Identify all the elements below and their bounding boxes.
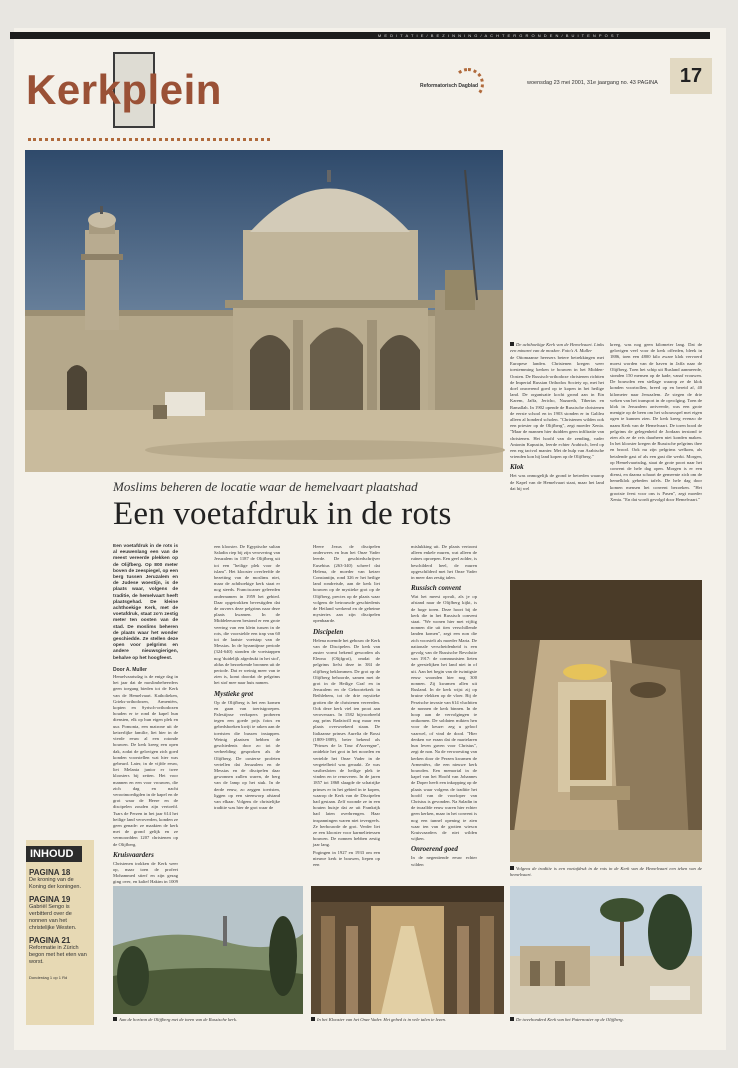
- article-body-text: Het was onmogelijk de grond te betreden waarop de Kapel van de Hemelvaart staat, maar het land dat hij wel: [510, 473, 604, 491]
- article-subhead: Mystieke grot: [214, 689, 254, 698]
- article-body-text: Heere Jezus de discipelen onderwees en hun het Onze Vader leerde. De geschiedschrijver Eusebius (263-340) schreef dat Helena, de moeder van keizer Constantijn, rond 326 er het heilige land rondreisde, aan de kerk liet bouwen op de mystieke grot op de Olijfberg, precies op de plaats waar volgens de betrouwde geschiedenis de Heiland werkend en de geheime mysteries aan zijn discipelen openbaarde.: [313, 544, 380, 624]
- photo-caption: De achthoekige Kerk van de Hemelvaart. Links een minaret van de moskee. Foto's A. Muller: [510, 342, 604, 353]
- contents-page-link[interactable]: PAGINA 18: [29, 868, 71, 877]
- paper-name: Reformatorisch Dagblad: [420, 83, 479, 89]
- contents-item-text: De kroning van de Koning der koningen.: [29, 877, 81, 890]
- article-body-text: Hemelvaartsdag is de enige dag in het jaar dat de moslimbeheerders geen toegang bieden tot de Kerk van de Hemelvaart. Katholieken, Grieks-orthodoxen, Armeniërs, kopten en Syrisch-orthodoxen houden er te rond de kapel hun diensten, elk op hun eigen plek en uur. Pomonia, een matrone uit de keizerlijke familie, liet hier in de vierde eeuw al een rotonde bouwen. De kerk kreeg een open dak, zodat de gelovigen zich goed konden voorstellen wat hier was gebeurd. Later, in de vijfde eeuw, liet Melania junior er twee kloosters bij zetten. Het voor mannen en een voor vrouwen, die zich dag en nacht verootmoedigden in de kapel en de grot waar de Heere en de discipelen zouden zijn vertoefd. Tsars de Perzen in het jaar 614 het heilige land veroverden, konden ze geen genade: ze maakten de kerk met de grond gelijk en ze vermoordden 1207 christenen op de Olijfberg.: [113, 674, 178, 847]
- bullet-icon: [510, 342, 514, 346]
- article-body-text: mislukking uit. De plaats vertoont alleen enkele muren, wat alleen de ruïnes oproepen. Een geel zolder, is beschilderd heel, de muren opgeschilderd met het Onze Vader in meer dan zestig talen.: [411, 544, 477, 581]
- contents-page-link[interactable]: PAGINA 21: [29, 936, 71, 945]
- right-photo-caption: Volgens de traditie is een voetafdruk in de rots in de Kerk van de Hemelvaart een teken van de hemelvaart.: [510, 866, 702, 877]
- main-photo-chapel: [25, 150, 503, 472]
- article-kicker: Moslims beheren de locatie waar de hemelvaart plaatshad: [113, 479, 418, 494]
- contents-box: [26, 840, 94, 1025]
- article-body-text: kreeg, was nog geen kilometer lang. Dat de gelovigen veel voor de kerk offerden, bleek in 1886, toen een 4800 kilo zware klok vervoerd moest worden van de haven in Jaffa naar de Olijfberg. Toen het schip uit Rusland aanmeerde, stonden 150 mensen op de kade, vanaf vrouwen. De bouwden een stellage waarop ze de klok konden voortrollen, breed op en bereid af, 40 kilometer naar Jeruzalem. Ze stegen de drie weken van het transport in de opvolging. Toen de klok in Jeruzalem arriveerde, was een grote menigte op de been om het schouwspel met eigen ogen te kunnen zien. De kerk kreeg evenzo de naam Kerk van de Hemelvaart. De toren bood de pelgrims de gelegenheid de Jordaan terstond te zien als ze de reis daarheen niet konden maken. In het klooster kregen de Russische pelgrims thee en brood. Ook nu zijn pelgrims welkom, als betalende gast of als een gast die werkt. Morgen, op Hemelvaartsdag, staat de grote poort naar het convent de hele dag open. Morgen is er een dienst, en daarna schaart de gemeente zich om de hemelklok gebeden tafels. De hele dag door komen mensen het convent bezoeken. "Het grootste feest voor ons is Pasen", zegt moeder Xenia. "En dat wordt gevolgd door Hemelvaart.": [610, 342, 702, 503]
- article-body-text: Helena noemde het gebouw de Kerk van de Discipelen. De kerk van zuster vormt bekend geworden als Eleona (Olijfgrot), omdat de pelgrims liefst deze in 384 de olijfberg beklommen. De grot op de Olijfberg behoorde, samen met de grot in de Heilige Graf en in Jeruzalem en de Geboortekerk in Bethlehem, tot de drie mystieke grotten die de christenen vereerden. Ook deze kerk viel ten prooi aan veroveraars. In 1582 bijvoorbeeld zag prins Radziwill nog maar een plaats overwoekerd staan. De Italiaanse prinses Aurelia de Bossi (1809-1889), beter bekend als "Prinses de la Tour d'Auvergne", ontdekte het grot in het noorden en vertelde het Onze Vader in de vergetelheid was geraakt. Ze was vastbesloten de heilige plek te vinden en te renoveren. In de jaren 1857 tot 1868 slaagde de schatrijke prinses er in het gebied in te kopen, waarop de Kerk van de Discipelen had gestaan. Zelf woonde ze in een houten huisje dat ze uit Frankrijk had laten overbrengen. Haar inspanningen waren niet tevergeefs. Ze herbouwde de grot. Verder liet ze een klooster voor karmelietessen bouwen. De nonnen hebben zestig jaar lang.: [313, 637, 380, 848]
- article-body-text: Christenen trokken de Kerk weer op, maar toen de profeet Mohammed stierf en zijn gezag ging over, en kalief Hakim in 1009: [113, 860, 178, 885]
- section-title: Kerkplein: [26, 66, 222, 113]
- article-headline: Een voetafdruk in de rots: [113, 496, 452, 532]
- section-topbar: [10, 32, 710, 39]
- article-subhead: Russisch convent: [411, 584, 461, 593]
- bottom-caption-1: Aan de horizon de Olijfberg met de toren van de Russische kerk.: [113, 1017, 303, 1025]
- paper-logo-icon: [452, 68, 484, 100]
- bottom-caption-2: In het Klooster van het Onze Vader. Het gebed is in vele talen te lezen.: [311, 1017, 504, 1025]
- article-body-text: Wat het meest opvalt, als je op afstand naar de Olijfberg kijkt, is de hoge toren. Deze hoort bij de kerk die in het Russisch convent staat. "We wonen hier met vijftig nonnen die uit tien verschillende landen komen", zegt een non die zich voorstelt als moeder Maria. De nationale verscheidenheid is een gevolg van de Russische Revolutie van 1917: de communisten lieten de geestelijken het land niet in of uit. Aan het begin van de twintigste eeuw woonden hier nog 300 nonnen. Zij kwamen allen uit Rusland. In de kerk wijst zij op bruine vlekken op de vloer. Bij de Perzische invasie van 614 vluchtten de nonnen de kerk binnen. In de hoop aan de vervolgingen te ontkomen. De soldaten mikten hen voor de keuze: zeg u geloof vaarwel, of vind de dood. "Hier denken we eraan dat de martelaren hun leven gaven voor Christus", zegt de non. Na de verwoesting van kerken door de Perzen kwamen de Armeniërs, die een nieuwe kerk bouwden. Een memorial in de kapel van het Hoofd van Johannes de Doper heeft een inkopping op de plaats waar volgens de traditie het hoofd van de voorloper van Christus is gevonden. Na Saladin in de twaalfde eeuw waren hier echter geen kerken, maar in het convent is nog een tunnel opening te zien waar ten van de grotten wiescn Kruisvaarders de niet wilden wijken.: [411, 594, 477, 842]
- article-body-text: Pogingen in 1927 en 1933 om een nieuwe kerk te bouwen, liepen op een: [313, 849, 380, 867]
- footprint-photo: [510, 580, 702, 862]
- contents-footer: Donderdag 1 op 1 Rd: [29, 975, 68, 980]
- article-lead: Een voetafdruk in de rots is al eeuwenlang een van de meest vereerde plekken op de Olijfberg. Op 800 meter boven de zeespiegel, op een berg tussen Jeruzalem en de Judese woestijn, is de plaats waar, volgens de traditie, de hemelvaart heeft plaatsgehad. De kleine achthoekige Kerk, met de voetafdruk, staat zo'n zestig meter ten oosten van de stad. De moslims beheren de plaats waar het wonder geschiedde. Ze stellen deze open voor pelgrims en andere nieuwsgierigen, behalve op het hoogfeest.: [113, 544, 178, 661]
- bullet-icon: [113, 1017, 117, 1021]
- contents-item-text: Reformatie in Zürich begon met het eten van worst.: [29, 945, 87, 965]
- article-column-4: [411, 544, 477, 889]
- article-subhead: Discipelen: [313, 627, 344, 636]
- article-column-1: [113, 544, 178, 889]
- issue-line: woensdag 23 mei 2001, 31e jaargang no. 43 PAGINA: [527, 80, 658, 86]
- article-subhead: Kruisvaarders: [113, 850, 154, 859]
- dotted-rule: [28, 138, 270, 141]
- article-body-text: een klooster. De Egyptische sultan Saladin riep bij zijn verovering van Jeruzalem in 1187 de Olijfberg uit tot een "heilige plek voor de islam". Het klooster overleefde de bezetting van de moslims niet, maar de achthoekige kerk staat er nog steeds. Franciscaner geleerden ondernamen in 1959 het gebied. Daar opgetrokken bevestigden dat de ouvrers deze pelgrims naar deze plaats kwamen. In de Middeleeuwen bestond er een grote veering van een klein tussen in de rots, die voorstelde een trap van 60 tot de laatste voetstap van de Messias. In de byzantijnse periode (324-640) stonden de voetstappen nog 'duidelijk afgedrukt in het stof', aldus de bezoekende bronnen uit de periode. Dat er weinig meer van te zien is, komt doordat de pelgrims het stof mee naar huis namen.: [214, 544, 280, 686]
- section-topbar-text: M E D I T A T I E / B E Z I N N I N G / A C H T E R G R O N D E N / B U I T E N P O S T: [377, 33, 620, 38]
- bullet-icon: [311, 1017, 315, 1021]
- bullet-icon: [510, 1017, 514, 1021]
- article-column-3: [313, 544, 380, 889]
- photo-paternoster-church: [510, 886, 702, 1014]
- contents-page-link[interactable]: PAGINA 19: [29, 895, 71, 904]
- article-body-text: Op de Olijfberg is het een komen en gaan van toeristgroepen. Palestijnse verkopers proberen tegen een goede prijs fotos en gebedsboeken kwijt te raken aan de toeristen die bussen instappen. Weinig plaatsen hebben de geschiedenis door zo tot de verbeelding gesproken als de Olijfberg. De oosterse profeten vertellen dat Jeruzalem en de Messias en de discipelen daar gewonnen zullen waren, de berg van de lamp op het stuk. In de derde eeuw, zo zeggen toeristen, liggen op een steenworp afstand van elkaar. Volgens de christelijke traditie was hier de grot waar de: [214, 699, 280, 811]
- article-column-6: [610, 342, 702, 572]
- contents-title: INHOUD: [26, 846, 82, 862]
- photo-cloister: [311, 886, 504, 1014]
- bullet-icon: [510, 866, 514, 870]
- page-number: 17: [670, 58, 712, 94]
- article-subhead: Onroerend goed: [411, 845, 458, 854]
- article-body-text: In de negentiende eeuw echter wilden: [411, 855, 477, 867]
- article-subhead: Klok: [510, 463, 524, 472]
- article-byline: Door A. Muller: [113, 666, 147, 673]
- photo-olive-mountain: [113, 886, 303, 1014]
- contents-item-text: Gabriël Sengo is verbitterd over de nonnen van het christelijke Westen.: [29, 904, 77, 931]
- article-column-5: [510, 342, 604, 572]
- article-column-2: [214, 544, 280, 889]
- article-body-text: de Ottomaanse heersers betere betrekkingen met Europese landen. Christenen kregen weer toestemming kerken te bouwen in het Midden-Oosten. De Russisch-orthodoxe christenen richtten de Imperial Russian Orthodox Society op, met het doel onroerend goed op te kopen in het heilige land. De organisatie kocht grond aan in Ein Karem, Jaffa, Jericho, Nazareth, Tiberias en Ramallah. In 1902 opende de Russische christenen de eerste school en in 1903 stonden er in Galilea alleen al honderd scholen. "Christenen wilden ook een priester op de Olijfberg", zegt moeder Xenia. "Maar de mannen hier duidden geen infiltratie van christenen. Het hoofd van de zending, vader Antonin Kapustin, leerde echter Arabisch, leed op een erg tactvol manier. Met de hulp van Arabische vrienden kon hij land kopen op de Olijfberg.": [510, 355, 604, 460]
- bottom-caption-3: De tweehonderd Kerk van het Paternoster op de Olijfberg.: [510, 1017, 702, 1025]
